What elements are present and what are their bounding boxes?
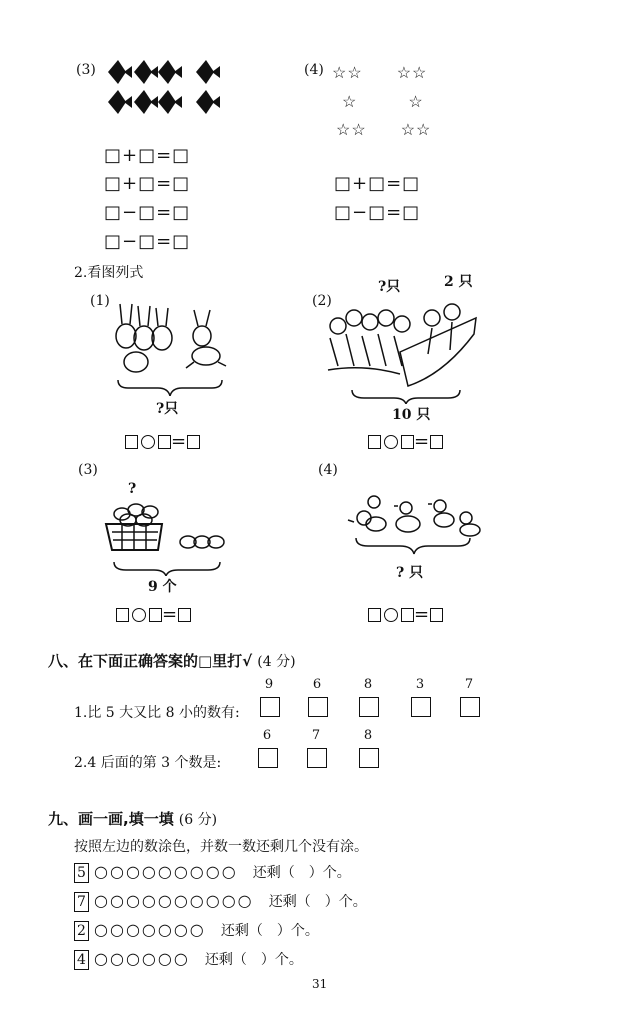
stars-row-2: ☆ ☆ [342,92,424,111]
s8-q1-option: 9 [264,677,274,692]
s9-row [74,949,303,970]
stars-row-1: ☆☆ ☆☆ [332,63,428,82]
s9-row-number: 4 [74,950,89,970]
s2-p2-caption: 10 只 [392,407,431,423]
s2-p2-top-right: 2 只 [444,274,473,290]
s2-p2-label: (2) [312,293,332,309]
section-9-header [48,808,217,829]
s8-q1-checkbox[interactable] [308,697,328,717]
s9-row [74,920,319,941]
s9-row-number: 2 [74,921,89,941]
s9-row-tail: 还剩（ ）个。 [220,923,319,939]
s8-q1-option: 8 [363,677,373,692]
s2-p4-caption: ? 只 [396,565,424,581]
stars-row-3: ☆☆ ☆☆ [336,120,432,139]
s9-instruction: 按照左边的数涂色，并数一数还剩几个没有涂。 [74,839,368,855]
section-8-header [48,650,296,671]
s2-p3-label: (3) [78,462,98,478]
s8-q1-checkbox[interactable] [260,697,280,717]
s2-p1-caption: ?只 [156,401,179,417]
problem-4-label: (4) [304,62,324,78]
s8-q1-option: 3 [415,677,425,692]
s8-q2-option: 8 [363,728,373,743]
s9-row-number: 5 [74,863,89,883]
s8-q2-checkbox[interactable] [307,748,327,768]
s8-q2-text: 2.4 后面的第 3 个数是: [74,755,222,771]
s8-q1-checkbox[interactable] [411,697,431,717]
equation: □+□=□ [334,173,421,194]
s9-row-tail: 还剩（ ）个。 [268,894,367,910]
equation: □−□=□ [334,202,421,223]
page-number: 31 [312,977,328,991]
equation: □−□=□ [104,202,191,223]
s8-q1-text: 1.比 5 大又比 8 小的数有: [74,705,240,721]
section-2-title: 2.看图列式 [74,265,144,281]
problem-3-label: (3) [76,62,96,78]
s8-q1-option: 7 [464,677,474,692]
s2-p1-label: (1) [90,293,110,309]
rabbits-image [106,296,236,396]
s2-p3-caption: 9 个 [148,579,177,595]
s2-p3-equation: = [116,604,191,625]
s8-q2-checkbox[interactable] [258,748,278,768]
monkeys-boat-image [324,294,484,404]
s2-p4-equation: = [368,604,443,625]
s2-p4-label: (4) [318,462,338,478]
equation: □−□=□ [104,231,191,252]
eggs-basket-image [104,498,240,576]
s9-row-tail: 还剩（ ）个。 [204,952,303,968]
angelfish-image [106,56,226,118]
s9-row [74,862,351,883]
s9-row-circles: ○○○○○○○○○○ [94,891,254,910]
s8-q2-option: 6 [262,728,272,743]
equation: □+□=□ [104,173,191,194]
s2-p3-top: ? [128,481,137,497]
chicks-image [344,488,490,558]
s2-p2-top-left: ?只 [378,279,401,295]
s9-row-circles: ○○○○○○ [94,949,190,968]
s9-row-circles: ○○○○○○○○○ [94,862,238,881]
section-9-title: 九、画一画,填一填 [48,810,174,828]
section-8-score: (4 分) [257,654,296,670]
s2-p2-equation: = [368,431,443,452]
s9-row-tail: 还剩（ ）个。 [252,865,351,881]
equation: □+□=□ [104,145,191,166]
s2-p1-equation: = [125,431,200,452]
s8-q2-checkbox[interactable] [359,748,379,768]
s8-q2-option: 7 [311,728,321,743]
section-9-score: (6 分) [178,812,218,828]
s9-row-circles: ○○○○○○○ [94,920,206,939]
s8-q1-option: 6 [312,677,322,692]
s9-row-number: 7 [74,892,89,912]
s9-row [74,891,367,912]
s8-q1-checkbox[interactable] [460,697,480,717]
section-8-title: 八、在下面正确答案的□里打√ [48,652,253,670]
s8-q1-checkbox[interactable] [359,697,379,717]
